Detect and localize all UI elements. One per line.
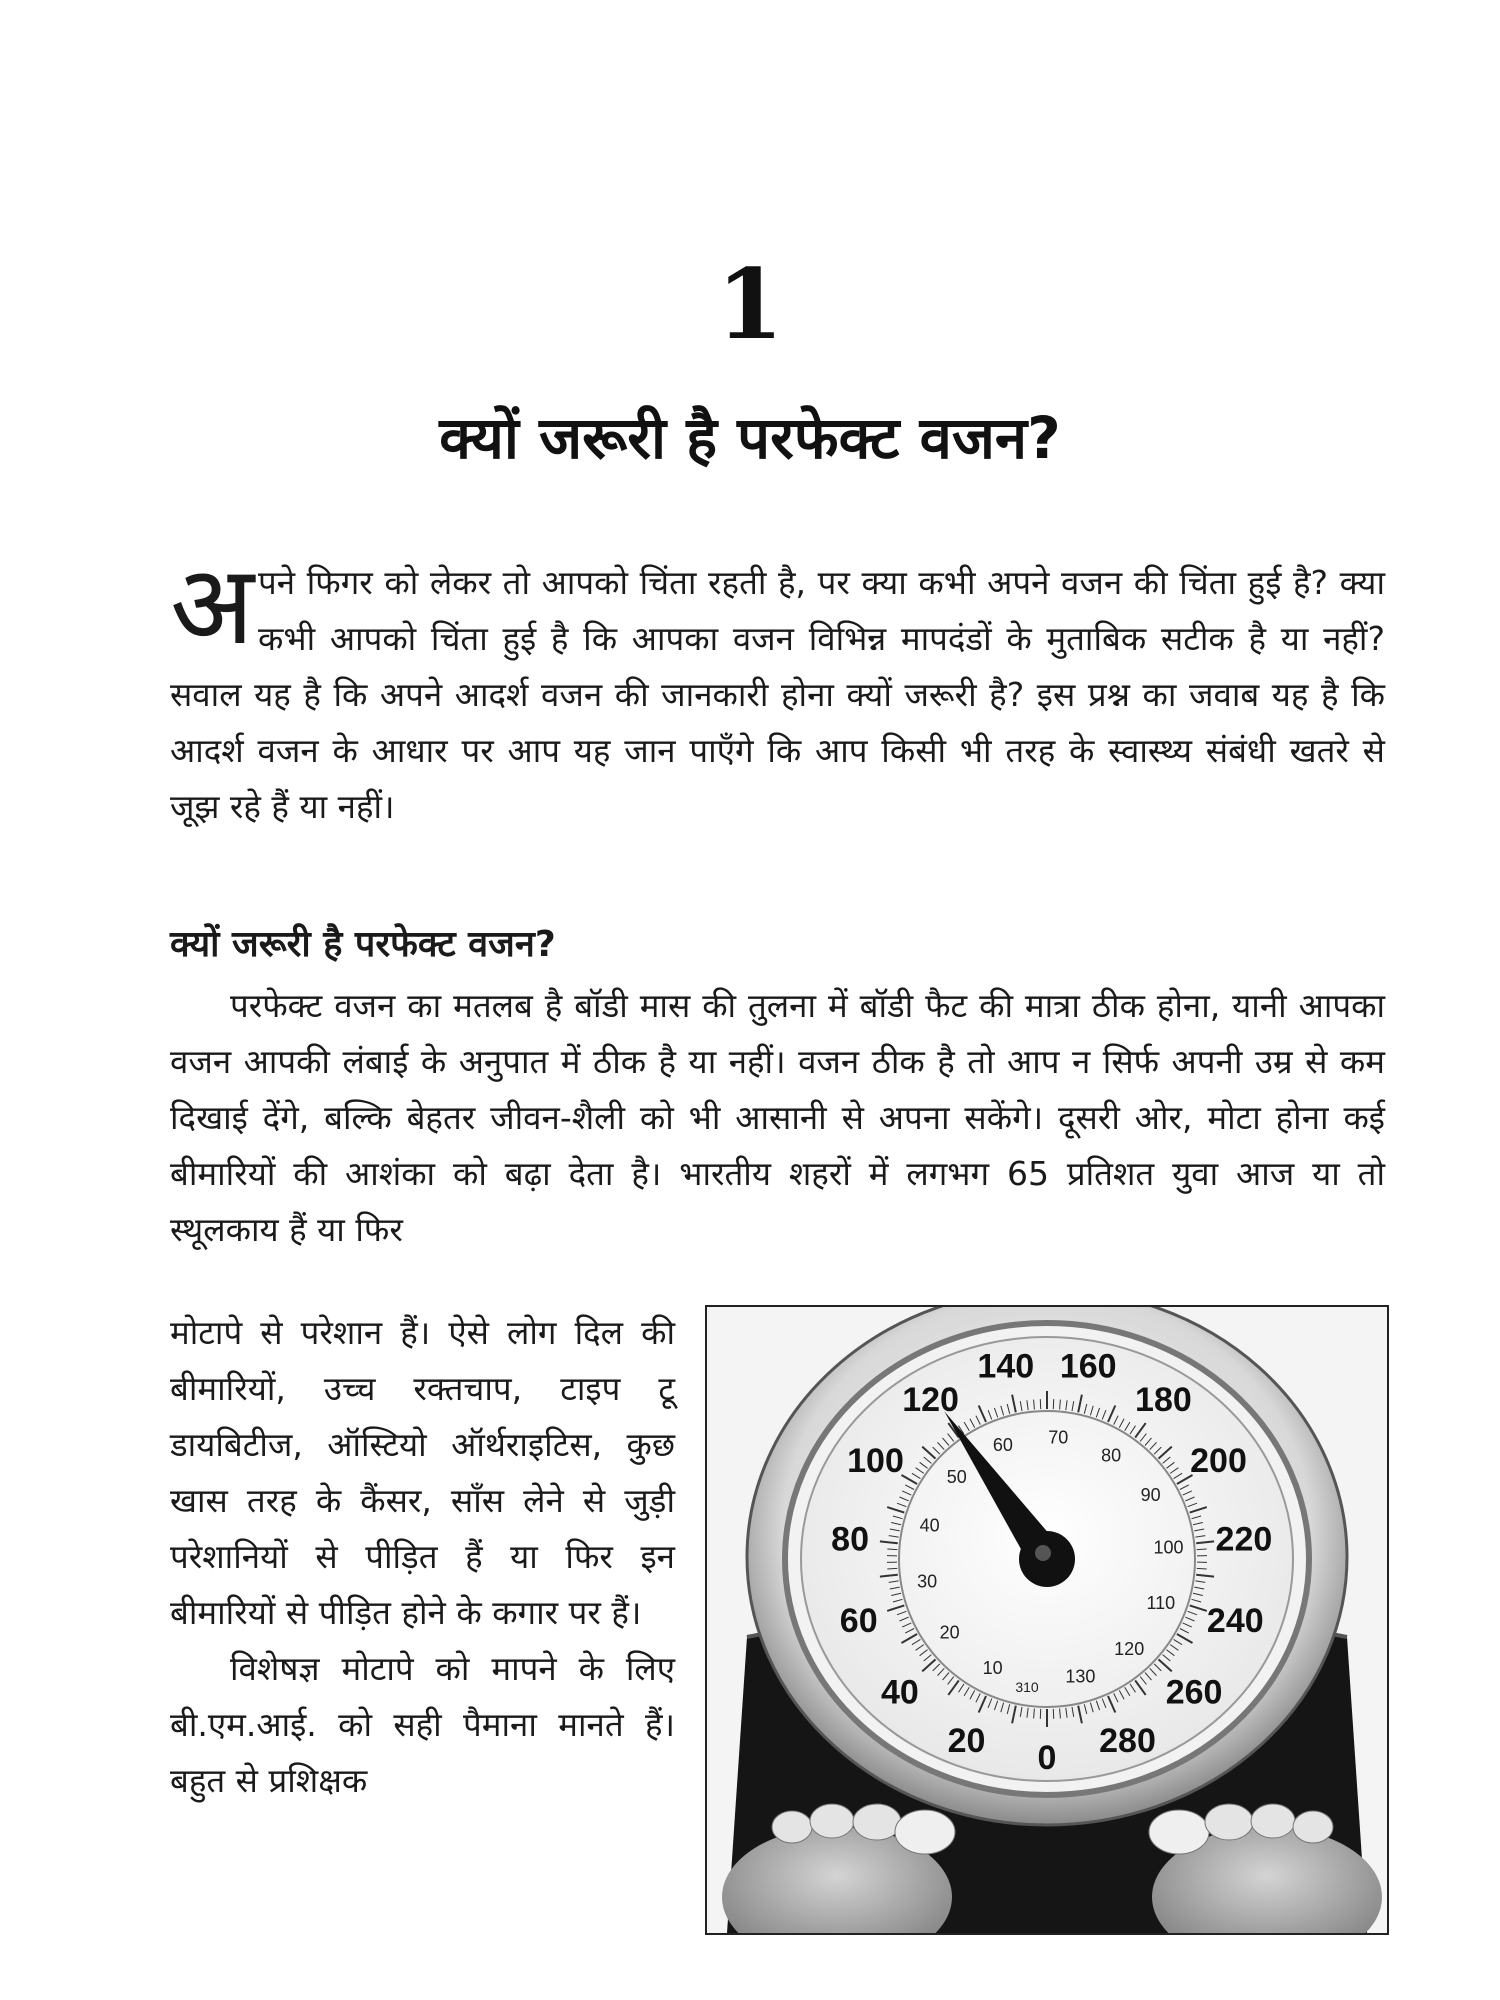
dial-tick (887, 1568, 897, 1569)
column-paragraph: मोटापे से परेशान हैं। ऐसे लोग दिल की बीमारियों, उच्च रक्तचाप, टाइप टू डायबिटीज, ऑस्टियो ऑर्थराइटिस, कुछ खास तरह के कैंसर, साँस लेने से जुड़ी परेशानियों से पीड़ित हैं या फिर इन बीमारियों से पीड़ित होने के कगार पर हैं। (170, 1313, 675, 1632)
chapter-number: 1 (716, 248, 784, 361)
dial-outer-label: 200 (1190, 1442, 1247, 1480)
dial-inner-label: 90 (1140, 1484, 1161, 1505)
dial-outer-label: 240 (1206, 1602, 1264, 1641)
dial-inner-label: 120 (1114, 1639, 1145, 1660)
section-paragraph: परफेक्ट वजन का मतलब है बॉडी मास की तुलना में बॉडी फैट की मात्रा ठीक होना, यानी आपका वजन आपकी लंबाई के अनुपात में ठीक है या नहीं। वजन ठीक है तो आप न सिर्फ अपनी उम्र से कम दिखाई देंगे, बल्कि बेहतर जीवन-शैली को भी आसानी से अपना सकेंगे। दूसरी ओर, मोटा होना कई बीमारियों की आशंका को बढ़ा देता है। भारतीय शहरों में लगभग 65 प्रतिशत युवा आज या तो स्थूलकाय हैं या फिर (170, 986, 1385, 1249)
dial-inner-label: 110 (1146, 1593, 1176, 1614)
weighing-scale-photo (705, 1305, 1389, 1935)
dial-inner-label: 60 (992, 1435, 1013, 1456)
dial-outer-label: 220 (1215, 1520, 1273, 1559)
dial-outer-label: 60 (839, 1602, 878, 1641)
dial-outer-label: 20 (947, 1721, 986, 1760)
dial-outer-label: 180 (1135, 1380, 1192, 1419)
column-paragraph-next: विशेषज्ञ मोटापे को मापने के लिए बी.एम.आई. को सही पैमाना मानते हैं। बहुत से प्रशिक्षक (170, 1649, 675, 1800)
drop-cap: अ (170, 541, 255, 669)
dial-outer-label: 260 (1165, 1673, 1223, 1712)
dial-inner-label: 20 (939, 1622, 960, 1643)
dial-bottom-label: 310 (1015, 1679, 1039, 1695)
dial-inner-label: 80 (1101, 1445, 1122, 1466)
dial-tick (887, 1549, 897, 1550)
dial-outer-label: 80 (831, 1520, 870, 1559)
dial-outer-label: 40 (880, 1673, 919, 1712)
column-text (170, 1305, 675, 1809)
weighing-scale-illustration (707, 1307, 1387, 1933)
dial-outer-label: 140 (977, 1347, 1035, 1386)
section-heading: क्यों जरूरी है परफेक्ट वजन? (170, 924, 556, 965)
dial-outer-label: 160 (1059, 1347, 1117, 1386)
dial-outer-label: 0 (1037, 1739, 1057, 1777)
dial-inner-label: 40 (919, 1515, 940, 1536)
dial-tick (1197, 1568, 1207, 1569)
dial-inner-label: 30 (917, 1571, 938, 1592)
chapter-title: क्यों जरूरी है परफेक्ट वजन? (439, 404, 1061, 472)
dial-outer-label: 280 (1099, 1721, 1156, 1760)
dial-inner-label: 100 (1153, 1537, 1184, 1558)
dial-inner-label: 70 (1048, 1427, 1069, 1448)
section-body (170, 978, 1385, 1258)
dial-inner-label: 130 (1065, 1666, 1096, 1687)
dial-tick (1197, 1549, 1207, 1550)
intro-paragraph (170, 541, 1385, 835)
intro-text: पने फिगर को लेकर तो आपको चिंता रहती है, पर क्या कभी अपने वजन की चिंता हुई है? क्या कभी आपको चिंता हुई है कि आपका वजन विभिन्न मापदंडों के मुताबिक सटीक है या नहीं? सवाल यह है कि अपने आदर्श वजन की जानकारी होना क्यों जरूरी है? इस प्रश्न का जवाब यह है कि आदर्श वजन के आधार पर आप यह जान पाएँगे कि आप किसी भी तरह के स्वास्थ्य संबंधी खतरे से जूझ रहे हैं या नहीं। (170, 563, 1385, 826)
dial-outer-label: 100 (847, 1442, 904, 1480)
dial-inner-label: 50 (946, 1466, 967, 1487)
dial-outer-label: 120 (902, 1380, 959, 1419)
dial-inner-label: 10 (982, 1658, 1003, 1679)
